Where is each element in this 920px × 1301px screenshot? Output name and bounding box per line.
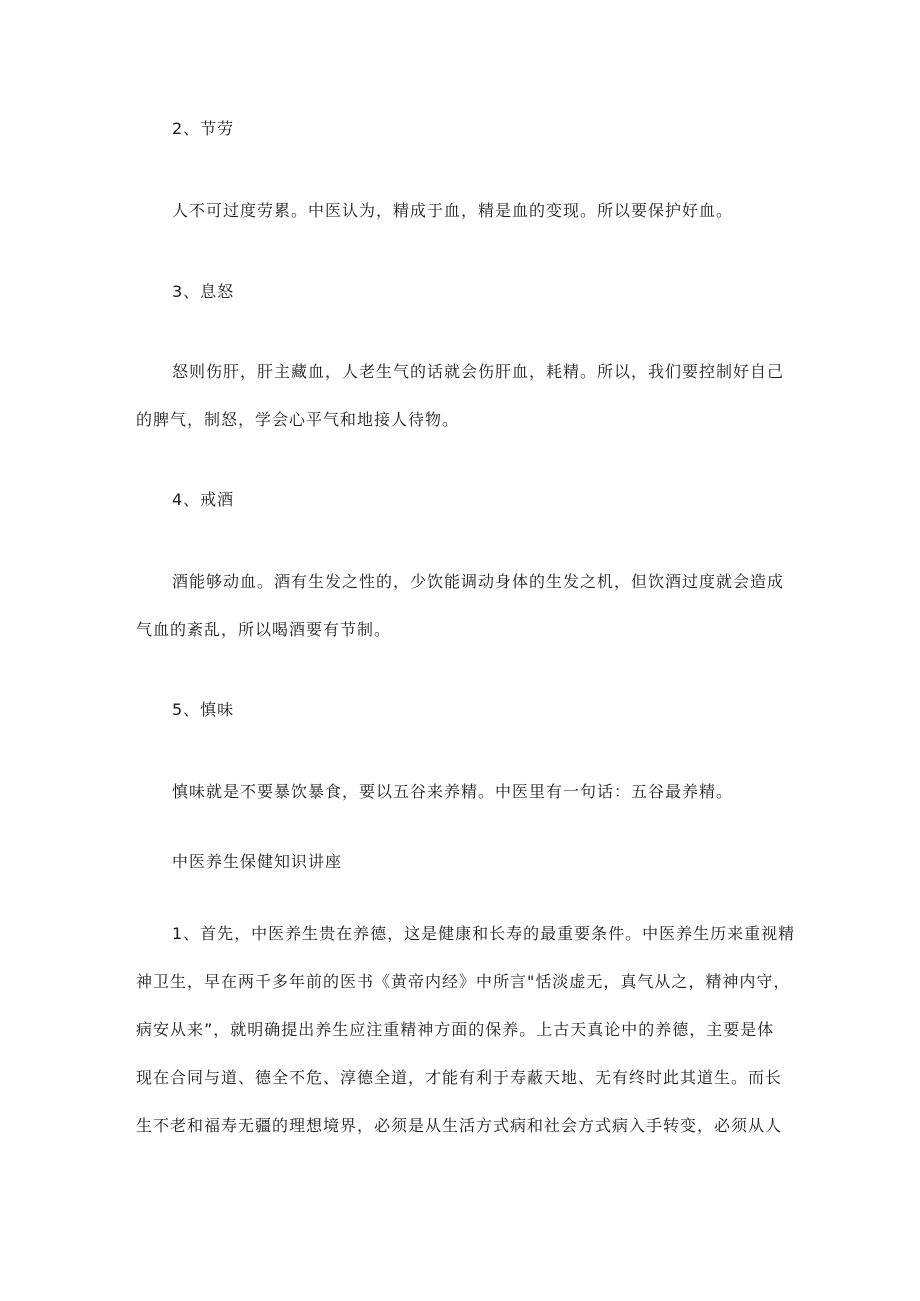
lecture-para-line: 病安从来”，就明确提出养生应注重精神方面的保养。上古天真论中的养德，主要是体	[136, 1020, 775, 1039]
section-heading-5: 5、慎味	[172, 700, 235, 719]
section-body-line: 的脾气，制怒，学会心平气和地接人待物。	[136, 410, 460, 429]
section-body-line: 气血的紊乱，所以喝酒要有节制。	[136, 620, 392, 639]
lecture-para-line: 现在合同与道、德全不危、淳德全道，才能有利于寿蔽天地、无有终时此其道生。而长	[136, 1068, 783, 1087]
section-body-line: 慎味就是不要暴饮暴食，要以五谷来养精。中医里有一句话：五谷最养精。	[172, 782, 734, 801]
lecture-para-line: 1、首先，中医养生贵在养德，这是健康和长寿的最重要条件。中医养生历来重视精	[172, 924, 796, 943]
section-heading-3: 3、息怒	[172, 282, 235, 301]
section-body-line: 人不可过度劳累。中医认为，精成于血，精是血的变现。所以要保护好血。	[172, 201, 734, 220]
section-body-line: 怒则伤肝，肝主藏血，人老生气的话就会伤肝血，耗精。所以，我们要控制好自己	[172, 362, 785, 381]
section-heading-4: 4、戒酒	[172, 490, 235, 509]
section-body-line: 酒能够动血。酒有生发之性的，少饮能调动身体的生发之机，但饮酒过度就会造成	[172, 572, 785, 591]
lecture-title: 中医养生保健知识讲座	[172, 852, 343, 871]
lecture-para-line: 神卫生，早在两千多年前的医书《黄帝内经》中所言"恬淡虚无，真气从之，精神内守，	[136, 972, 791, 991]
section-heading-2: 2、节劳	[172, 119, 235, 138]
lecture-para-line: 生不老和福寿无疆的理想境界，必须是从生活方式病和社会方式病入手转变，必须从人	[136, 1116, 783, 1135]
